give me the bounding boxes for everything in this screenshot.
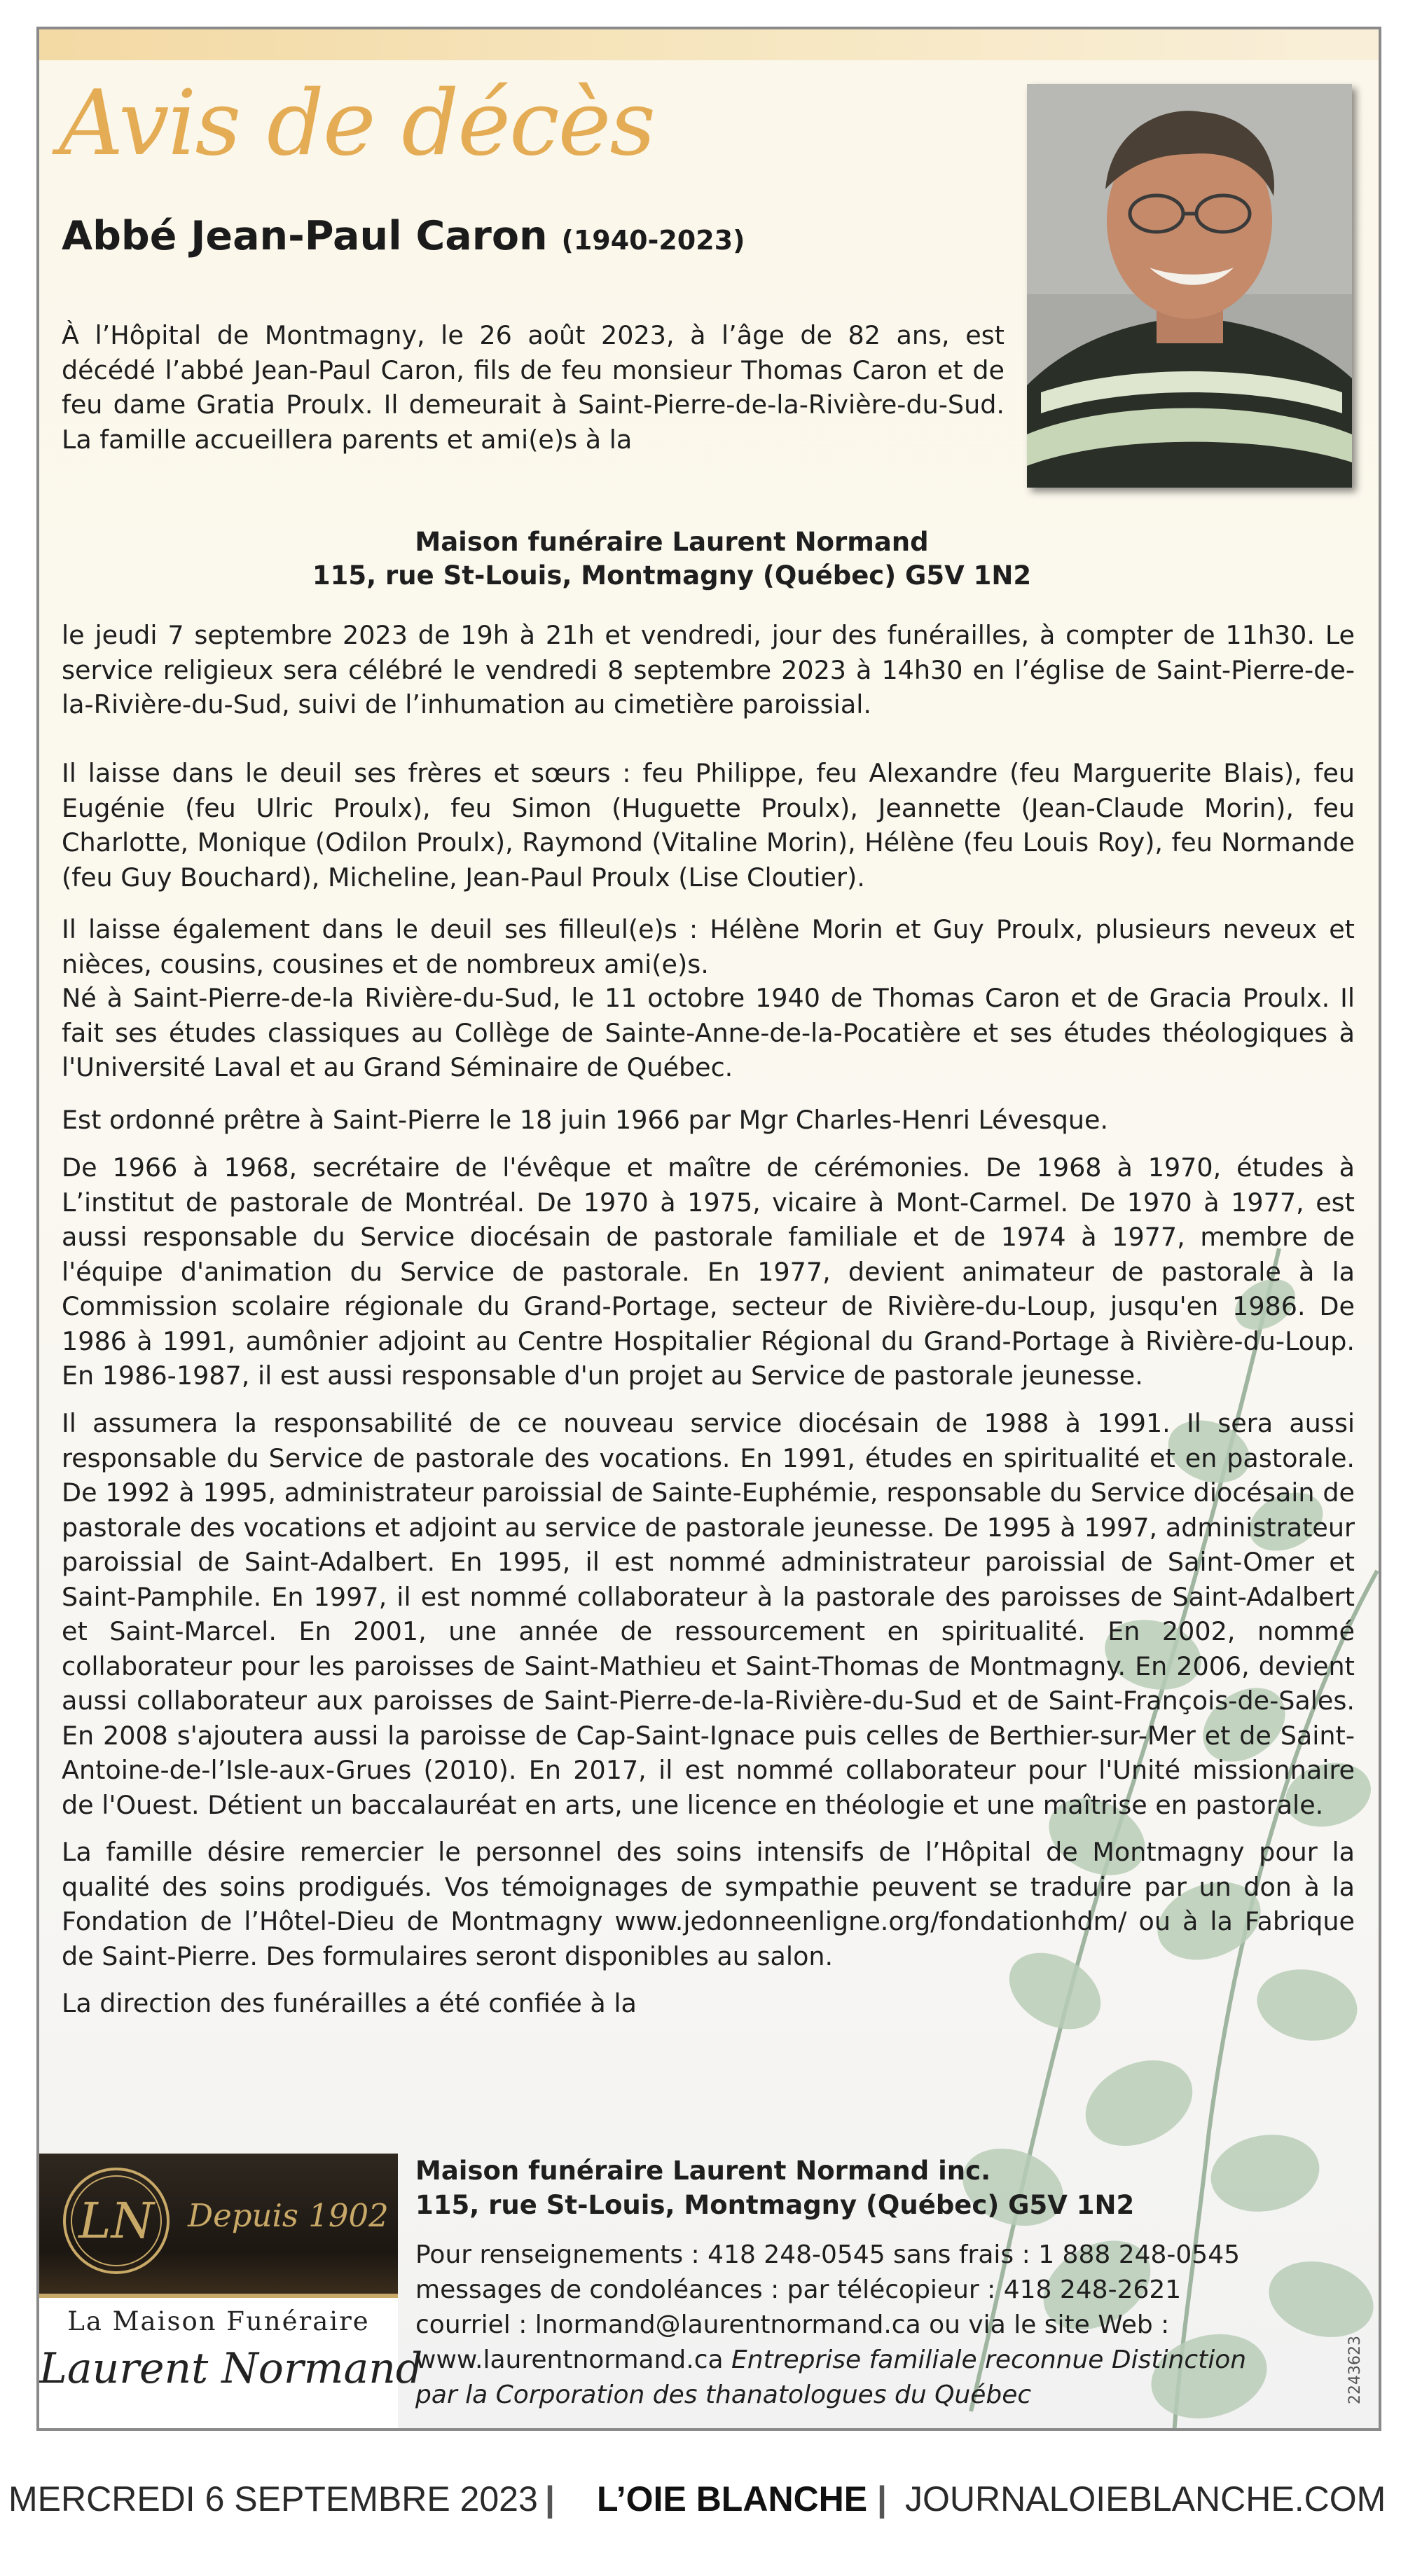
thanks-paragraph: La famille désire remercier le personnel des soins intensifs de l’Hôpital de Montmagny pour la qualité des soins prodigués. Vos témoignages de sympathie peuvent se traduire par un don à la Fondation de l’Hôtel-Dieu de Montmagny www.jedonneenligne.org/fondationhdm/ ou à la Fabrique de Saint-Pierre. Des formulaires seront disponibles au salon. — [62, 1837, 1355, 1971]
funeral-home-address: 115, rue St-Louis, Montmagny (Québec) G5V 1N2 — [415, 2190, 1135, 2220]
footer-separator: | — [545, 2479, 555, 2519]
contact-phone: Pour renseignements : 418 248-0545 sans frais : 1 888 248-0545 — [415, 2240, 1241, 2269]
logo-since: Depuis 1902 — [188, 2197, 389, 2234]
visitation-venue-name: Maison funéraire Laurent Normand — [415, 527, 929, 557]
portrait-image — [1027, 84, 1352, 488]
ordination-paragraph: Est ordonné prêtre à Saint-Pierre le 18 juin 1966 par Mgr Charles-Henri Lévesque. — [62, 1105, 1109, 1135]
funeral-home-name: Maison funéraire Laurent Normand inc. — [415, 2156, 991, 2186]
deceased-years: (1940-2023) — [561, 225, 745, 256]
career-paragraph-2: Il assumera la responsabilité de ce nouveau service diocésain de 1988 à 1991. Il sera aussi responsable du Service de pastorale des vocations. En 1991, études en spiritualité et en pastorale. De 1992 à 1995, administrateur paroissial de Sainte-Euphémie, responsable du Service diocésain de pastorale des vocations et adjoint au service de pastorale jeunesse. De 1995 à 1997, administrateur paroissial de Saint-Adalbert. En 1995, il est nommé administrateur paroissial de Saint-Omer et Saint-Pamphile. En 1997, il est nommé collaborateur à la pastorale des paroisses de Saint-Adalbert et Saint-Marcel. En 2001, une année de ressourcement en spiritualité. En 2002, nommé collaborateur pour les paroisses de Saint-Mathieu et Saint-Thomas de Montmagny. En 2006, devient aussi collaborateur aux paroisses de Saint-Pierre-de-la-Rivière-du-Sud et de Saint-François-de-Sales. En 2008 s'ajoutera aussi la paroisse de Cap-Saint-Ignace puis celles de Berthier-sur-Mer et de Saint-Antoine-de-l’Isle-aux-Grues (2010). En 2017, il est nommé collaborateur pour l'Unité missionnaire de l'Ouest. Détient un baccalauréat en arts, une licence en théologie et une maîtrise en pastorale. — [62, 1408, 1355, 1820]
logo-monogram-text: LN — [78, 2192, 154, 2250]
distinction-1: Entreprise familiale reconnue Distinction — [731, 2346, 1247, 2374]
logo-dark-band — [39, 2154, 398, 2294]
footer-website-link[interactable]: JOURNALOIEBLANCHE.COM — [905, 2479, 1386, 2519]
footer-date: MERCREDI 6 SEPTEMBRE 2023 — [8, 2479, 538, 2519]
funeral-home-logo — [39, 2154, 423, 2431]
funeral-direction-paragraph: La direction des funérailles a été confiée à la — [62, 1988, 637, 2018]
logo-line-2: Laurent Normand — [39, 2344, 423, 2393]
notice-title: Avis de décès — [59, 71, 655, 176]
footer-newspaper: L’OIE BLANCHE — [597, 2479, 868, 2519]
birth-paragraph: Né à Saint-Pierre-de-la Rivière-du-Sud, le 11 octobre 1940 de Thomas Caron et de Gracia Proulx. Il fait ses études classiques au Collège de Sainte-Anne-de-la-Pocatière et ses études théologiques à l'Université Laval et au Grand Séminaire de Québec. — [62, 983, 1355, 1082]
visitation-venue-address: 115, rue St-Louis, Montmagny (Québec) G5V 1N2 — [312, 560, 1032, 591]
website-link[interactable]: www.laurentnormand.ca — [415, 2346, 724, 2374]
logo-divider — [39, 2294, 398, 2298]
top-color-band — [39, 29, 1379, 60]
deceased-name — [62, 213, 745, 259]
intro-paragraph: À l’Hôpital de Montmagny, le 26 août 2023, à l’âge de 82 ans, est décédé l’abbé Jean-Paul Caron, fils de feu monsieur Thomas Caron et de feu dame Gratia Proulx. Il demeurait à Saint-Pierre-de-la-Rivière-du-Sud. La famille accueillera parents et ami(e)s à la — [62, 320, 1005, 455]
siblings-paragraph: Il laisse dans le deuil ses frères et sœurs : feu Philippe, feu Alexandre (feu Marguerite Blais), feu Eugénie (feu Ulric Proulx), feu Simon (Huguette Proulx), Jeannette (Jean-Claude Morin), feu Charlotte, Monique (Odilon Proulx), Raymond (Vitaline Morin), Hélène (feu Louis Roy), feu Normande (feu Guy Bouchard), Micheline, Jean-Paul Proulx (Lise Cloutier). — [62, 758, 1355, 893]
contact-info — [415, 2238, 1368, 2413]
funeral-home-venue — [415, 2154, 1368, 2222]
obituary-notice — [36, 27, 1381, 2431]
contact-fax: messages de condoléances : par télécopieur : 418 248-2621 — [415, 2275, 1182, 2304]
footer-separator: | — [877, 2479, 887, 2519]
deceased-name-text: Abbé Jean-Paul Caron — [62, 213, 548, 259]
logo-line-1: La Maison Funéraire — [67, 2306, 370, 2336]
godchildren-paragraph: Il laisse également dans le deuil ses filleul(e)s : Hélène Morin et Guy Proulx, plusieurs neveux et nièces, cousins, cousines et de nombreux ami(e)s. — [62, 914, 1355, 979]
career-paragraph-1: De 1966 à 1968, secrétaire de l'évêque et maître de cérémonies. De 1968 à 1970, études à L’institut de pastorale de Montréal. De 1970 à 1975, vicaire à Mont-Carmel. De 1970 à 1977, est aussi responsable du Service diocésain de pastorale familiale et de 1974 à 1977, membre de l'équipe d'animation du Service de pastorale. En 1977, devient animateur de pastorale à la Commission scolaire régionale du Grand-Portage, secteur de Rivière-du-Loup, jusqu'en 1986. De 1986 à 1991, aumônier adjoint au Centre Hospitalier Régional du Grand-Portage à Rivière-du-Loup. En 1986-1987, il est aussi responsable d'un projet au Service de pastorale jeunesse. — [62, 1152, 1355, 1391]
visitation-paragraph: le jeudi 7 septembre 2023 de 19h à 21h et vendredi, jour des funérailles, à compter de 11h30. Le service religieux sera célébré le vendredi 8 septembre 2023 à 14h30 en l’église de Saint-Pierre-de-la-Rivière-du-Sud, suivi de l’inhumation au cimetière paroissial. — [62, 620, 1355, 719]
distinction-2: par la Corporation des thanatologues du Québec — [415, 2381, 1032, 2409]
page-footer — [0, 2459, 1401, 2543]
funeral-home-contact — [415, 2154, 1368, 2413]
contact-web-line — [415, 2343, 1368, 2378]
visitation-venue — [200, 525, 1143, 593]
portrait-photo — [1027, 84, 1352, 488]
ad-code: 2243623 — [1346, 2336, 1364, 2404]
contact-email: courriel : lnormand@laurentnormand.ca ou via le site Web : — [415, 2310, 1170, 2339]
